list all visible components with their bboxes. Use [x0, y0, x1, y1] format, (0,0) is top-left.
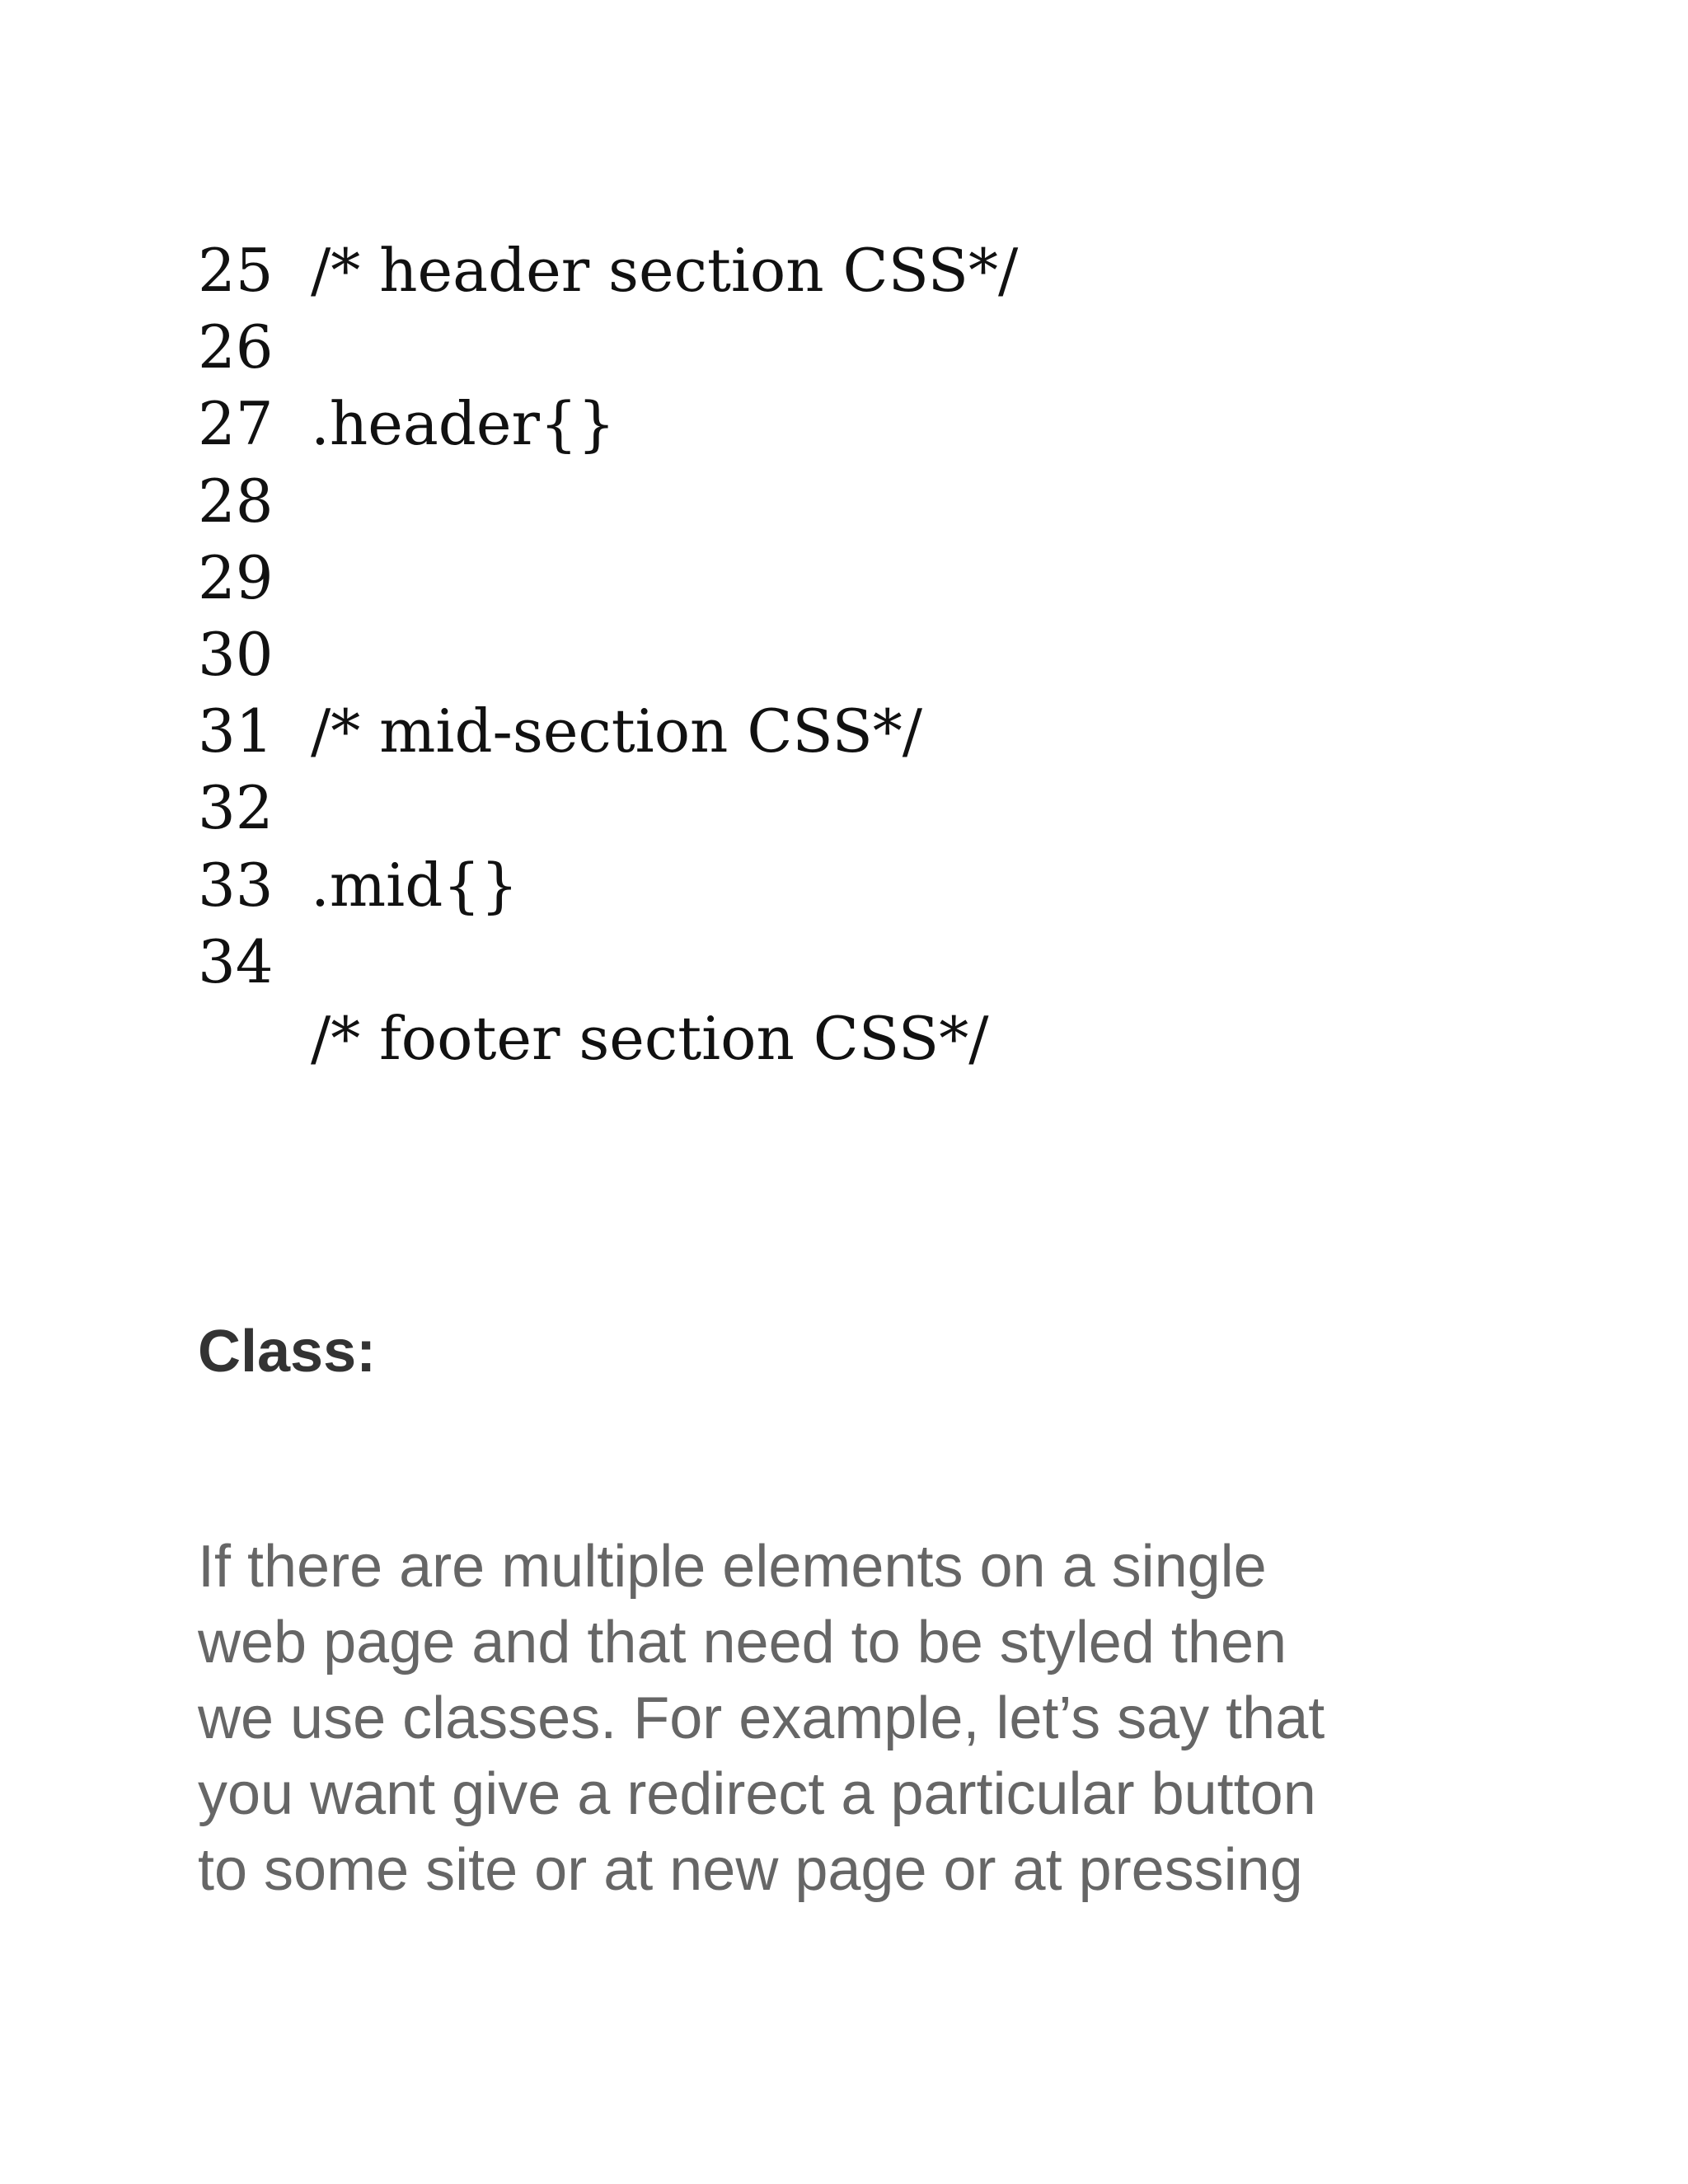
code-line — [198, 463, 1484, 540]
code-line — [198, 847, 1484, 924]
code-line — [198, 693, 1484, 770]
line-number: 25 — [198, 236, 274, 305]
line-number: 30 — [198, 619, 274, 689]
code-line — [198, 232, 1484, 309]
code-text: /* header section CSS*/ — [311, 236, 1019, 305]
code-line — [198, 924, 1484, 1001]
code-line — [198, 616, 1484, 693]
code-listing — [198, 232, 1484, 1077]
code-text: /* mid-section CSS*/ — [311, 696, 923, 766]
paragraph-line: web page and that need to be styled then — [198, 1610, 1287, 1675]
line-number: 27 — [198, 389, 274, 459]
body-paragraph — [198, 1529, 1484, 1908]
line-number: 32 — [198, 773, 274, 843]
code-line — [198, 386, 1484, 462]
line-number: 28 — [198, 466, 274, 536]
line-number: 26 — [198, 312, 274, 382]
code-line — [198, 770, 1484, 846]
paragraph-line: we use classes. For example, let’s say that — [198, 1685, 1325, 1751]
code-text: .header{} — [311, 389, 616, 459]
line-number: 33 — [198, 850, 274, 920]
section-heading: Class: — [198, 1319, 377, 1385]
code-line — [198, 309, 1484, 386]
paragraph-line: If there are multiple elements on a single — [198, 1534, 1267, 1600]
code-text: /* footer section CSS*/ — [311, 1003, 989, 1073]
paragraph-line: you want give a redirect a particular button — [198, 1761, 1316, 1827]
line-number: 29 — [198, 542, 274, 612]
code-line — [198, 1001, 1484, 1077]
line-number: 34 — [198, 926, 274, 996]
code-text: .mid{} — [311, 850, 518, 920]
line-number: 31 — [198, 696, 274, 766]
code-line — [198, 540, 1484, 616]
paragraph-line: to some site or at new page or at pressing — [198, 1837, 1303, 1903]
